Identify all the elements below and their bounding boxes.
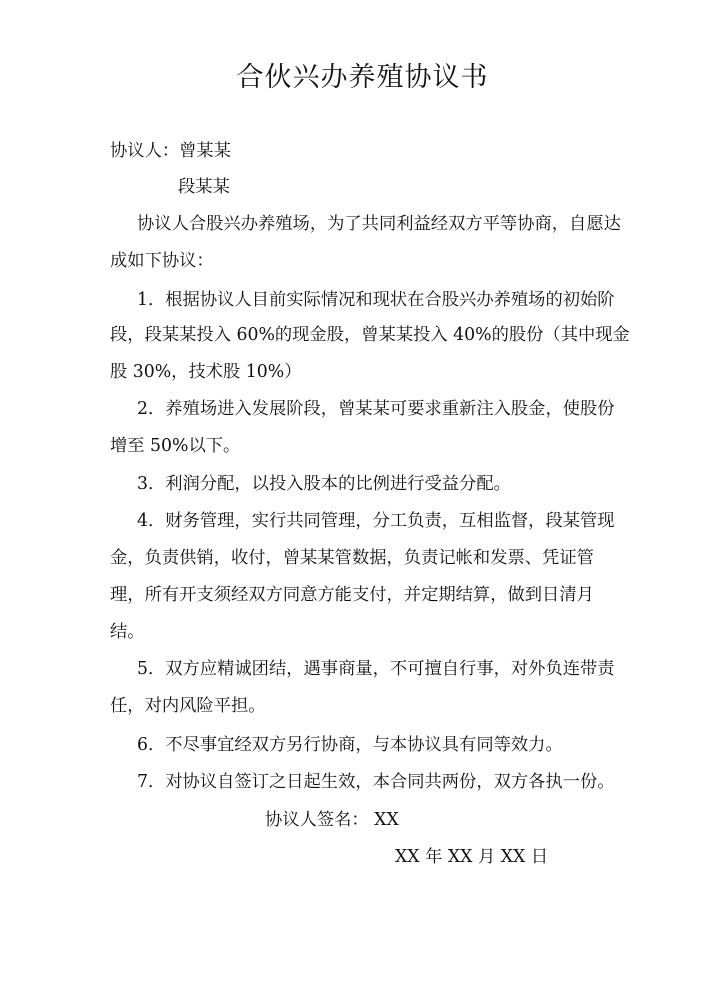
clause-7-line-1: 7．对协议自签订之日起生效，本合同共两份，双方各执一份。 (137, 772, 615, 792)
party-line-1: 协议人：曾某某 (110, 141, 231, 161)
date-line: XX 年 XX 月 XX 日 (395, 847, 549, 867)
intro-line-2: 成如下协议： (110, 251, 214, 271)
clause-4-line-4: 结。 (110, 622, 145, 642)
clause-1-line-3: 股 30%，技术股 10%） (110, 362, 302, 382)
clause-4-line-2: 金，负责供销，收付，曾某某管数据，负责记帐和发票、凭证管 (110, 548, 594, 568)
signature-line: 协议人签名： XX (265, 810, 399, 830)
clause-1-line-2: 段，段某某投入 60%的现金股，曾某某投入 40%的股份（其中现金 (110, 325, 630, 345)
document-title: 合伙兴办养殖协议书 (236, 62, 489, 93)
clause-2-line-2: 增至 50%以下。 (110, 436, 241, 456)
clause-3-line-1: 3．利润分配，以投入股本的比例进行受益分配。 (137, 474, 511, 494)
clause-2-line-1: 2．养殖场进入发展阶段，曾某某可要求重新注入股金，使股份 (137, 399, 615, 419)
clause-1-line-1: 1．根据协议人目前实际情况和现状在合股兴办养殖场的初始阶 (137, 290, 615, 310)
clause-4-line-1: 4．财务管理，实行共同管理，分工负责，互相监督，段某管现 (137, 511, 615, 531)
clause-6-line-1: 6．不尽事宜经双方另行协商，与本协议具有同等效力。 (137, 735, 563, 755)
clause-5-line-1: 5．双方应精诚团结，遇事商量，不可擅自行事，对外负连带责 (137, 659, 615, 679)
intro-line-1: 协议人合股兴办养殖场，为了共同利益经双方平等协商，自愿达 (137, 214, 621, 234)
clause-5-line-2: 任，对内风险平担。 (110, 696, 266, 716)
clause-4-line-3: 理，所有开支须经双方同意方能支付，并定期结算，做到日清月 (110, 585, 594, 605)
party-line-2: 段某某 (178, 177, 230, 197)
